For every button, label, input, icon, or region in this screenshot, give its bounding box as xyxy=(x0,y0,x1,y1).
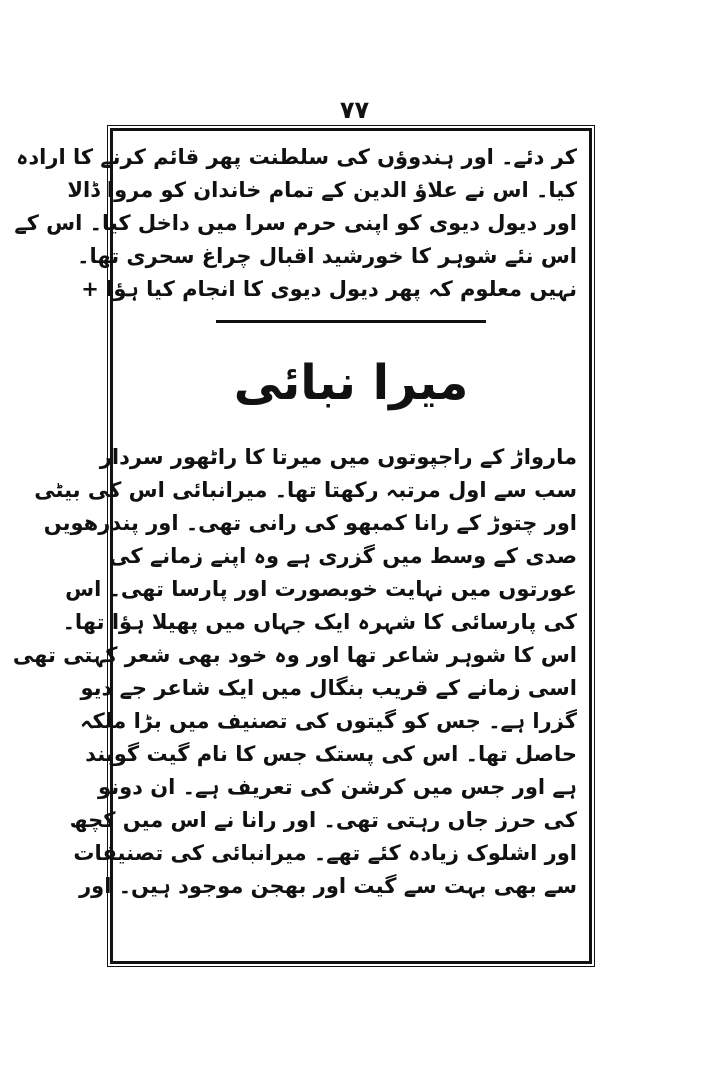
text-line: عورتوں میں نہایت خوبصورت اور پارسا تھی۔ اس xyxy=(65,577,577,601)
text-line: گزرا ہے۔ جس کو گیتوں کی تصنیف میں بڑا ملکہ xyxy=(80,709,577,733)
section-title: میرا نبائی xyxy=(233,355,469,411)
text-line: ہے اور جس میں کرشن کی تعریف ہے۔ ان دونو xyxy=(98,775,577,799)
text-line: کر دئے۔ اور ہندوؤں کی سلطنت پھر قائم کرنے کا ارادہ xyxy=(16,145,577,169)
text-line: کیا۔ اس نے علاؤ الدین کے تمام خاندان کو مروا ڈالا xyxy=(67,178,577,202)
text-line: اور اشلوک زیادہ کئے تھے۔ میرانبائی کی تصنیفات xyxy=(73,841,577,865)
text-line: سے بھی بہت سے گیت اور بھجن موجود ہیں۔ اور xyxy=(79,874,577,898)
section-body xyxy=(12,441,577,903)
text-line: اور دیول دیوی کو اپنی حرم سرا میں داخل کیا۔ اس کے xyxy=(14,211,577,235)
text-line: صدی کے وسط میں گزری ہے وہ اپنے زمانے کی xyxy=(109,544,577,568)
top-paragraph xyxy=(14,141,577,306)
text-line: اس نئے شوہر کا خورشید اقبال چراغ سحری تھا۔ xyxy=(77,244,577,268)
text-line: نہیں معلوم کہ پھر دیول دیوی کا انجام کیا ہؤا + xyxy=(81,277,577,301)
text-line: سب سے اول مرتبہ رکھتا تھا۔ میرانبائی اس کی بیٹی xyxy=(34,478,577,502)
text-line: اس کا شوہر شاعر تھا اور وہ خود بھی شعر کہتی تھی xyxy=(12,643,577,667)
text-line: اور چتوڑ کے رانا کمبھو کی رانی تھی۔ اور پندرھویں xyxy=(43,511,577,535)
text-line: کی حرز جاں رہتی تھی۔ اور رانا نے اس میں کچھ xyxy=(69,808,577,832)
text-line: مارواڑ کے راجپوتوں میں میرتا کا راٹھور سردار xyxy=(99,445,577,469)
page-frame xyxy=(12,128,592,964)
page-number: ۷۷ xyxy=(339,96,370,124)
text-line: اسی زمانے کے قریب بنگال میں ایک شاعر جے دیو xyxy=(80,676,577,700)
text-line: کی پارسائی کا شہرہ ایک جہاں میں پھیلا ہؤا تھا۔ xyxy=(62,610,577,634)
section-divider xyxy=(216,320,486,323)
text-line: حاصل تھا۔ اس کی پستک جس کا نام گیت گوبند xyxy=(85,742,577,766)
